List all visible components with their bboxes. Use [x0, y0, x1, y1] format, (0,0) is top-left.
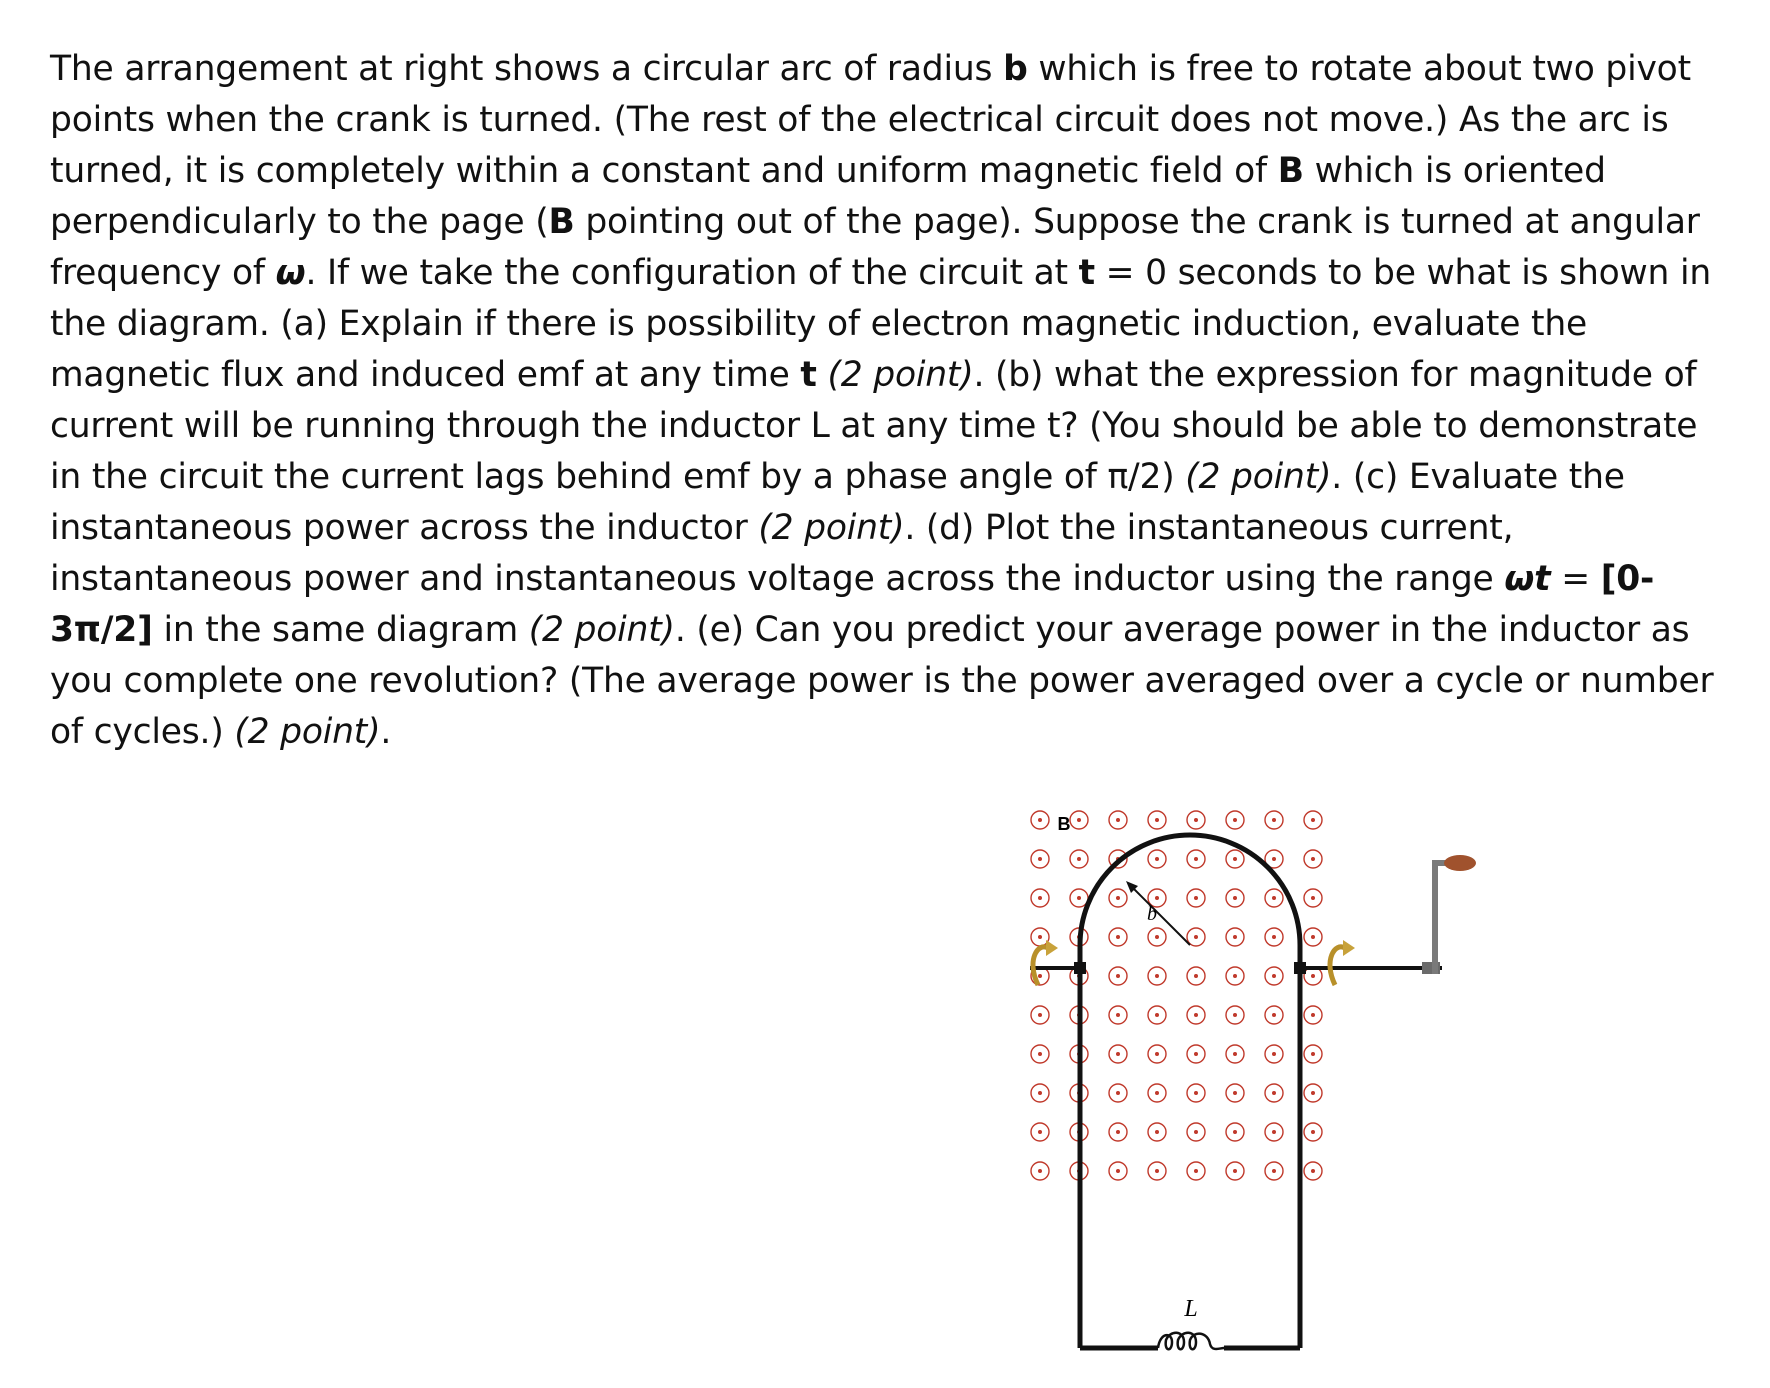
field-label: B	[1057, 814, 1071, 834]
field-dot-center	[1194, 857, 1198, 861]
field-dot-center	[1038, 974, 1042, 978]
field-dot-center	[1272, 935, 1276, 939]
field-dot-center	[1194, 1013, 1198, 1017]
field-dot-center	[1311, 896, 1315, 900]
field-dot-center	[1272, 1169, 1276, 1173]
crank	[1422, 855, 1476, 974]
field-dot-center	[1155, 1091, 1159, 1095]
field-dot-center	[1194, 818, 1198, 822]
inductor-label: L	[1184, 1296, 1198, 1322]
field-dot-center	[1272, 974, 1276, 978]
field-dot-center	[1311, 974, 1315, 978]
field-dot-center	[1116, 1091, 1120, 1095]
field-symbol: B	[548, 202, 575, 242]
field-dot-center	[1311, 857, 1315, 861]
field-dot-center	[1194, 974, 1198, 978]
field-dot-center	[1155, 935, 1159, 939]
field-dot-center	[1038, 818, 1042, 822]
field-dot-center	[1116, 1013, 1120, 1017]
field-dot-center	[1116, 974, 1120, 978]
field-dot-center	[1077, 896, 1081, 900]
problem-statement: The arrangement at right shows a circular arc of radius b which is free to rotate about two pivot points when the crank is turned. (The rest of the electrical circuit does not move.) As the arc is turned, it is completely within a constant and uniform magnetic field of B which is oriented perpendicularly to the page (B pointing out of the page). Suppose the crank is turned at angular frequency of ω. If we take the configuration of the circuit at t = 0 seconds to be what is shown in the diagram. (a) Explain if there is possibility of electron magnetic induction, evaluate the magnetic flux and induced emf at any time t (2 point). (b) what the expression for magnitude of current will be running through the inductor L at any time t? (You should be able to demonstrate in the circuit the current lags behind emf by a phase angle of π/2) (2 point). (c) Evaluate the instantaneous power across the inductor (2 point). (d) Plot the instantaneous current, instantaneous power and instantaneous voltage across the inductor using the range ωt = [0-3π/2] in the same diagram (2 point). (e) Can you predict your average power in the inductor as you complete one revolution? (The average power is the power averaged over a cycle or number of cycles.) (2 point).	[50, 49, 1714, 752]
omega-t-symbol: ωt	[1504, 559, 1551, 599]
field-dot-center	[1233, 818, 1237, 822]
pivot-right	[1294, 962, 1306, 974]
field-dot-center	[1038, 1013, 1042, 1017]
field-dot-center	[1155, 1130, 1159, 1134]
field-dot-center	[1311, 1091, 1315, 1095]
field-dot-center	[1311, 935, 1315, 939]
field-symbol: B	[1277, 151, 1304, 191]
field-dot-center	[1194, 1091, 1198, 1095]
field-dot-center	[1155, 857, 1159, 861]
field-dot-center	[1272, 896, 1276, 900]
field-dot-center	[1038, 896, 1042, 900]
circuit-wires	[1080, 835, 1300, 1348]
field-dot-center	[1116, 935, 1120, 939]
field-dot-center	[1311, 1169, 1315, 1173]
field-dot-center	[1038, 1052, 1042, 1056]
field-dot-center	[1194, 1130, 1198, 1134]
field-dot-center	[1155, 1169, 1159, 1173]
field-dot-center	[1233, 1013, 1237, 1017]
field-dot-center	[1194, 935, 1198, 939]
field-dot-center	[1077, 818, 1081, 822]
field-dot-center	[1311, 818, 1315, 822]
field-dot-center	[1038, 935, 1042, 939]
field-dot-center	[1116, 1169, 1120, 1173]
field-dot-center	[1155, 1013, 1159, 1017]
field-dot-center	[1233, 857, 1237, 861]
field-dot-center	[1233, 896, 1237, 900]
field-dot-center	[1233, 1130, 1237, 1134]
field-dot-center	[1233, 1091, 1237, 1095]
omega-symbol: ω	[275, 253, 306, 293]
field-dot-center	[1116, 1130, 1120, 1134]
field-dot-center	[1233, 1169, 1237, 1173]
field-dot-center	[1194, 896, 1198, 900]
points-label: (2 point)	[234, 712, 381, 752]
field-dot-center	[1038, 1091, 1042, 1095]
field-dot-center	[1077, 857, 1081, 861]
field-dot-center	[1038, 857, 1042, 861]
field-dot-center	[1194, 1052, 1198, 1056]
rotation-arrow-left	[1033, 940, 1058, 985]
field-dot-center	[1272, 818, 1276, 822]
points-label: (2 point)	[758, 508, 905, 548]
field-dot-center	[1233, 1052, 1237, 1056]
inductor-coil	[1158, 1333, 1224, 1350]
field-dot-center	[1272, 857, 1276, 861]
time-symbol: t	[1078, 253, 1095, 293]
field-dot-center	[1194, 1169, 1198, 1173]
field-dot-center	[1233, 974, 1237, 978]
field-dot-center	[1155, 974, 1159, 978]
field-dot-center	[1311, 1130, 1315, 1134]
magnetic-field-dots	[1031, 811, 1322, 1180]
field-dot-center	[1038, 1169, 1042, 1173]
field-dot-center	[1155, 896, 1159, 900]
pivot-left	[1074, 962, 1086, 974]
range-value: [0-3π/2]	[50, 559, 1655, 650]
field-dot-center	[1311, 1013, 1315, 1017]
points-label: (2 point)	[827, 355, 974, 395]
radius-label: b	[1147, 903, 1157, 925]
field-dot-center	[1272, 1091, 1276, 1095]
field-dot-center	[1116, 818, 1120, 822]
field-dot-center	[1038, 1130, 1042, 1134]
field-dot-center	[1116, 1052, 1120, 1056]
time-symbol: t	[800, 355, 817, 395]
field-dot-center	[1155, 818, 1159, 822]
circuit-diagram	[1030, 780, 1670, 1370]
field-dot-center	[1272, 1013, 1276, 1017]
points-label: (2 point)	[528, 610, 675, 650]
points-label: (2 point)	[1185, 457, 1332, 497]
crank-arm	[1432, 860, 1438, 974]
field-dot-center	[1155, 1052, 1159, 1056]
crank-handle	[1444, 855, 1476, 871]
field-dot-center	[1116, 896, 1120, 900]
field-dot-center	[1311, 1052, 1315, 1056]
rotation-arrow-right	[1330, 940, 1355, 985]
radius-line	[1133, 888, 1190, 945]
field-dot-center	[1233, 935, 1237, 939]
field-dot-center	[1272, 1130, 1276, 1134]
field-dot-center	[1272, 1052, 1276, 1056]
radius-symbol: b	[1003, 49, 1028, 89]
